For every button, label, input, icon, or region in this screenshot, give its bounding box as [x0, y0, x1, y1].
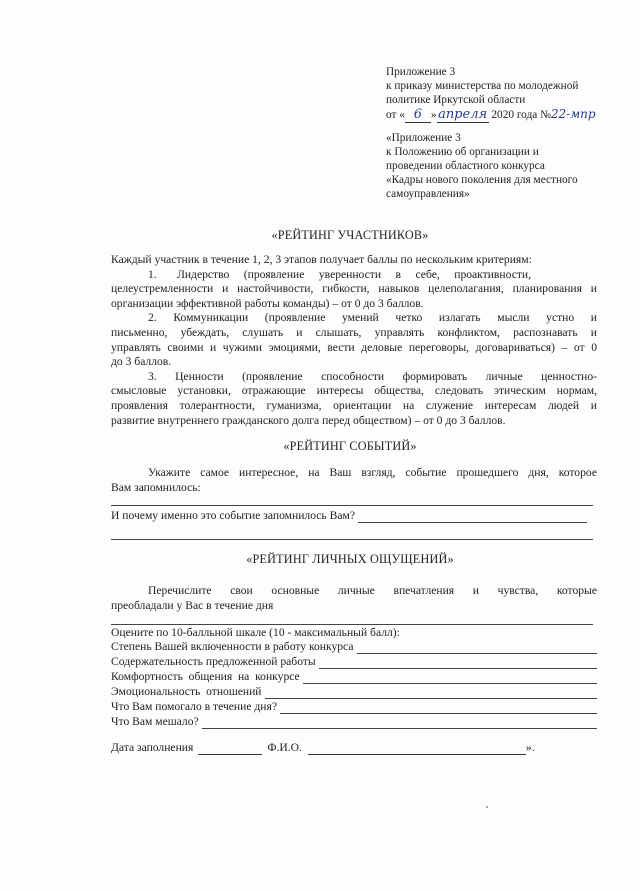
scale-item: Степень Вашей включенности в работу конкурса	[111, 640, 597, 654]
scale-item: Комфортность общения на конкурсе	[111, 670, 597, 684]
answer-line[interactable]	[358, 512, 587, 523]
events-why-label: И почему именно это событие запомнилось Вам?	[111, 509, 355, 522]
answer-line[interactable]	[111, 505, 593, 506]
date-month: апреля	[438, 107, 488, 122]
feelings-question: Перечислите свои основные личные впечатления и чувства, которые преобладали у Вас в течение дня	[111, 584, 597, 612]
date-prefix: от «	[386, 109, 405, 121]
criterion-2: 2. Коммуникации (проявление умений четко излагать мысли устно и	[148, 311, 597, 325]
scale-item: Что Вам помогало в течение дня?	[111, 700, 597, 714]
appendix-line: самоуправления»	[386, 188, 470, 200]
date-year: 2020 года №	[491, 109, 551, 121]
criterion-1: 1. Лидерство (проявление уверенности в себе, проактивности,	[148, 267, 532, 281]
date-sep: »	[430, 109, 437, 121]
criterion-3: 3. Ценности (проявление способности формировать личные ценностно-	[148, 369, 597, 383]
scan-dot	[486, 806, 488, 808]
footer-row	[111, 741, 551, 755]
appendix-line: к Положению об организации и	[386, 146, 539, 158]
rating-field[interactable]	[265, 688, 597, 699]
rating-field[interactable]	[280, 703, 597, 714]
section-title-participants: «РЕЙТИНГ УЧАСТНИКОВ»	[271, 228, 429, 242]
appendix-line: проведении областного конкурса	[386, 160, 545, 172]
answer-line[interactable]	[111, 624, 593, 625]
events-question: Укажите самое интересное, на Ваш взгляд, событие прошедшего дня, которое Вам запомнилось:	[111, 466, 597, 494]
events-why-row	[111, 509, 587, 523]
appendix-line: «Кадры нового поколения для местного	[386, 174, 578, 186]
scale-item: Эмоциональность отношений	[111, 685, 597, 699]
rating-field[interactable]	[303, 673, 597, 684]
rating-field[interactable]	[319, 658, 597, 669]
rating-field[interactable]	[357, 643, 598, 654]
date-label: Дата заполнения	[111, 741, 194, 754]
order-header	[386, 65, 616, 123]
section-title-feelings: «РЕЙТИНГ ЛИЧНЫХ ОЩУЩЕНИЙ»	[246, 552, 454, 566]
participants-text: Каждый участник в течение 1, 2, 3 этапов получает баллы по нескольким критериям: 1. Лидерство (проявление уверенности в себе, проактивности, целеустремленности и настойчивости, гибкости, навыков целеполагания, планирования и организации эффективной работы команды) – от 0 до 3 баллов. 2. Коммуникации (проявление умений четко излагать мысли устно и письменно, убеждать, слушать и слышать, управлять конфликтом, распознавать и управлять своими и чужими эмоциями, вести деловые переговоры, договариваться) – от 0 до 3 баллов. 3. Ценности (проявление способности формировать личные ценностно- смысловые установки, отражающие интересы общества, следовать этическим нормам, проявления толерантности, гуманизма, ориентации на служение интересам людей и развитие внутреннего гражданского долга перед обществом) – от 0 до 3 баллов.	[111, 253, 597, 427]
scale-intro: Оцените по 10-балльной шкале (10 - максимальный балл):	[111, 626, 400, 639]
rating-field[interactable]	[202, 718, 597, 729]
intro-text: Каждый участник в течение 1, 2, 3 этапов получает баллы по нескольким критериям:	[111, 253, 532, 266]
scale-item: Что Вам мешало?	[111, 715, 597, 729]
answer-line[interactable]	[111, 539, 593, 540]
section-title-events: «РЕЙТИНГ СОБЫТИЙ»	[283, 439, 417, 453]
date-day: 6	[413, 107, 423, 122]
order-line: политике Иркутской области	[386, 94, 526, 106]
date-field[interactable]	[198, 744, 262, 755]
fio-label: Ф.И.О.	[267, 741, 302, 754]
appendix-line: «Приложение 3	[386, 132, 461, 144]
closing-quote: ».	[525, 741, 535, 754]
order-number: 22-мпр	[550, 107, 596, 121]
appendix-title: Приложение 3	[386, 66, 456, 78]
order-line: к приказу министерства по молодежной	[386, 80, 579, 92]
order-date-line	[386, 107, 616, 123]
regulation-appendix	[386, 131, 616, 201]
fio-field[interactable]	[308, 744, 526, 755]
scale-item: Содержательность предложенной работы	[111, 655, 597, 669]
